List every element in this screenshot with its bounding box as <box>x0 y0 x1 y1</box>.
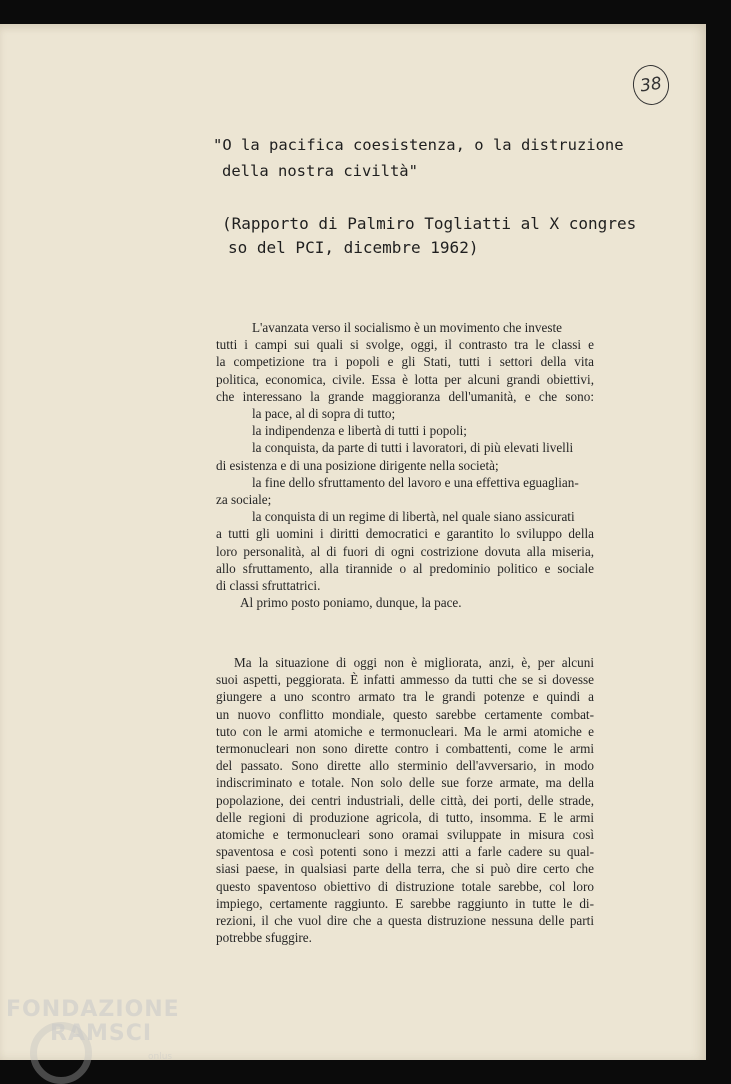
text-line: atomiche e termonucleari sono oramai sviluppate in misura così <box>216 827 594 843</box>
text-line: la conquista di un regime di libertà, nel quale siano assicurati <box>252 509 575 525</box>
text-line: del passato. Sono dirette allo sterminio dell'avversario, in modo <box>216 758 594 774</box>
paragraph-situation <box>216 654 594 946</box>
text-line: delle regioni di produzione agricola, di tutto, insomma. E le armi <box>216 809 594 825</box>
text-line: indiscriminato e totale. Non solo delle sue forze armate, ma della <box>216 775 594 791</box>
text-line: siasi paese, in qualsiasi parte della terra, che si può dire certo che <box>216 861 594 877</box>
text-line: la conquista, da parte di tutti i lavoratori, di più elevati livelli <box>252 440 574 456</box>
text-line: L'avanzata verso il socialismo è un movimento che investe <box>252 320 562 335</box>
text-line: la pace, al di sopra di tutto; <box>252 406 396 422</box>
text-line: la competizione tra i popoli e gli Stati, tutti i settori della vita <box>216 354 594 370</box>
text-line: popolazione, dei centri industriali, delle città, dei porti, delle strade, <box>216 792 594 808</box>
watermark-onlus: onlus <box>148 1052 173 1062</box>
text-line: spaventosa e così potenti sono i mezzi atti a farle cadere su qual- <box>216 844 594 860</box>
title-line: della nostra civiltà" <box>222 162 418 180</box>
text-line: loro personalità, al di fuori di ogni costrizione dovuta alla miseria, <box>216 543 594 559</box>
text-line: allo sfruttamento, alla tirannide o al predominio politico e sociale <box>216 560 594 576</box>
document-subtitle <box>222 212 662 260</box>
page-number: 38 <box>630 63 671 108</box>
text-line: termonucleari non sono dirette contro i combattenti, come le armi <box>216 741 594 757</box>
text-line: za sociale; <box>216 492 272 508</box>
text-line: tutti i campi sui quali si svolge, oggi, il contrasto tra le classi e <box>216 337 594 353</box>
text-line: tuto con le armi atomiche e termonucleari. Ma le armi atomiche e <box>216 723 594 739</box>
text-line: di classi sfruttatrici. <box>216 578 321 594</box>
paragraph-intro <box>216 319 594 611</box>
text-line: impiego, certamente raggiunto. E sarebbe raggiunto in tutte le di- <box>216 895 594 911</box>
text-line: suoi aspetti, peggiorata. È infatti ammesso da tutti che se si dovesse <box>216 672 594 688</box>
text-line: la indipendenza e libertà di tutti i popoli; <box>252 423 467 439</box>
text-line: di esistenza e di una posizione dirigente nella società; <box>216 457 499 473</box>
subtitle-line: (Rapporto di Palmiro Togliatti al X congres <box>222 214 637 233</box>
text-line: un nuovo conflitto mondiale, questo sarebbe certamente combat- <box>216 706 594 722</box>
text-line: che interessano la grande maggioranza dell'umanità, e che sono: <box>216 388 594 404</box>
document-title <box>213 132 653 184</box>
watermark <box>6 998 180 1046</box>
text-line: politica, economica, civile. Essa è lotta per alcuni grandi obiettivi, <box>216 371 594 387</box>
text-line: questo spaventoso obiettivo di distruzione totale sarebbe, col loro <box>216 878 594 894</box>
text-line: giungere a uno scontro armato tra le grandi potenze e quindi a <box>216 689 594 705</box>
text-line: potrebbe sfuggire. <box>216 930 312 946</box>
text-line: Al primo posto poniamo, dunque, la pace. <box>240 595 462 611</box>
text-line: Ma la situazione di oggi non è migliorata, anzi, è, per alcuni <box>234 655 594 670</box>
text-line: a tutti gli uomini i diritti democratici e garantito lo sviluppo della <box>216 526 594 542</box>
document-page <box>0 24 706 1060</box>
watermark-line: FONDAZIONE <box>6 997 180 1022</box>
watermark-line: RAMSCI <box>50 1021 153 1046</box>
text-line: la fine dello sfruttamento del lavoro e una effettiva eguaglian- <box>252 474 579 490</box>
title-line: "O la pacifica coesistenza, o la distruzione <box>213 136 624 154</box>
text-line: rezioni, il che vuol dire che a questa distruzione nessuna delle parti <box>216 913 594 929</box>
subtitle-line: so del PCI, dicembre 1962) <box>228 238 479 257</box>
